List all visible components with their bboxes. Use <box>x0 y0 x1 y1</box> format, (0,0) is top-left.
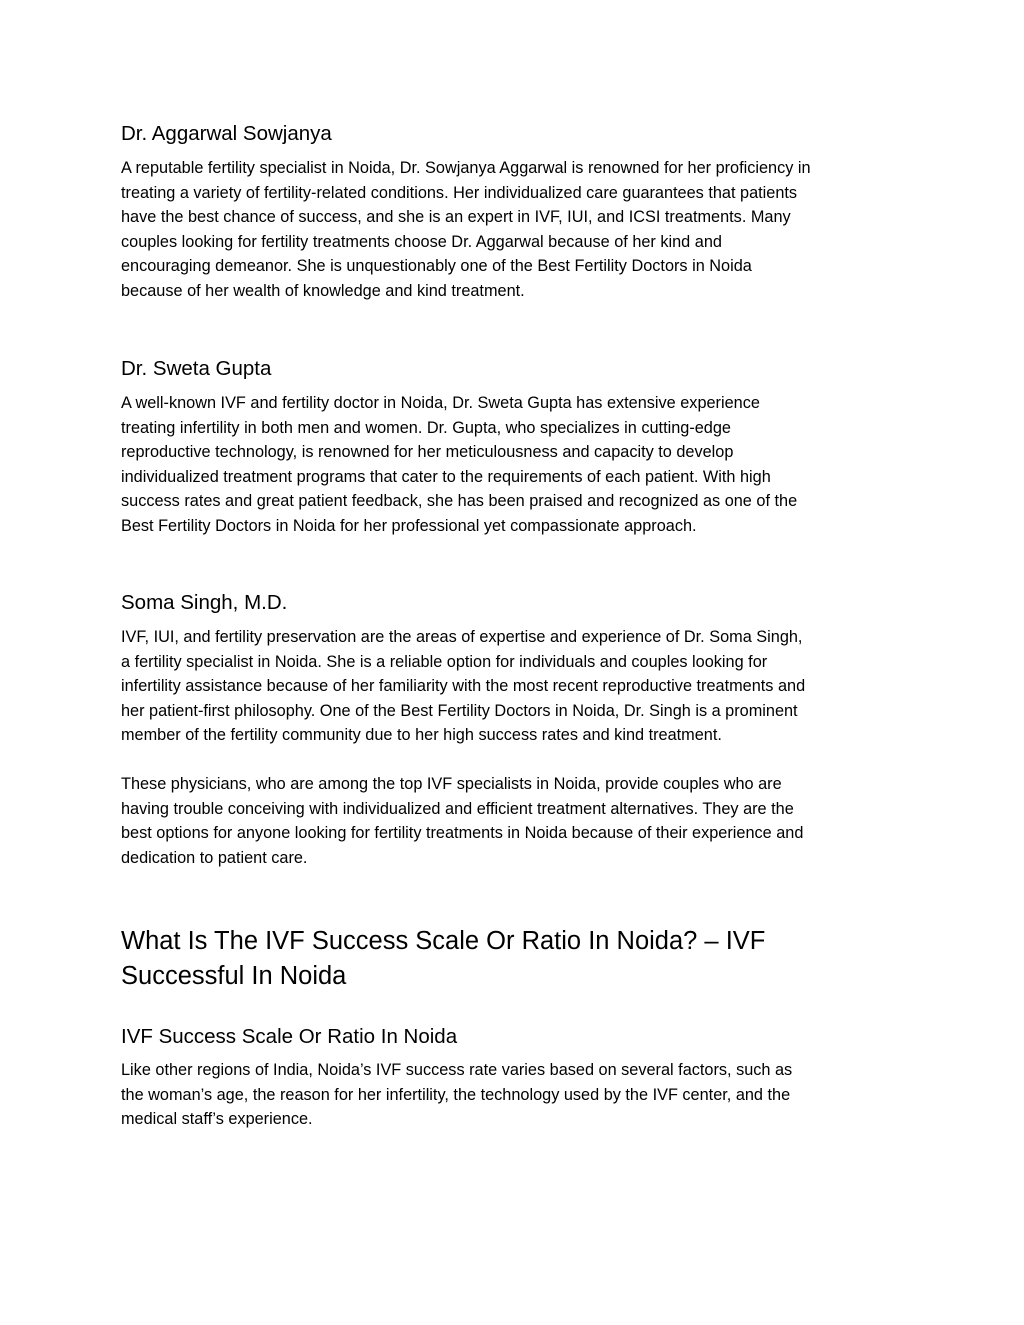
paragraph-line: medical staff’s experience. <box>121 1110 313 1128</box>
section-paragraph <box>121 391 911 538</box>
paragraph-line: IVF, IUI, and fertility preservation are the areas of expertise and experience of Dr. Soma Singh, <box>121 628 803 646</box>
paragraph-line: individualized treatment programs that cater to the requirements of each patient. With high <box>121 467 771 486</box>
paragraph-line: infertility assistance because of her familiarity with the most recent reproductive treatments and <box>121 677 806 695</box>
heading-line: Successful In Noida <box>121 962 347 990</box>
paragraph-line: because of her wealth of knowledge and kind treatment. <box>121 281 525 300</box>
main-heading-section <box>121 924 911 994</box>
main-heading <box>121 924 911 994</box>
paragraph-line: a fertility specialist in Noida. She is a reliable option for individuals and couples looking for <box>121 652 768 671</box>
section-heading: Soma Singh, M.D. <box>121 591 288 614</box>
section-paragraph <box>121 1058 911 1132</box>
summary-section <box>121 772 911 870</box>
paragraph-line: member of the fertility community due to her high success rates and kind treatment. <box>121 726 722 744</box>
paragraph-line: couples looking for fertility treatments choose Dr. Aggarwal because of her kind and <box>121 232 722 251</box>
paragraph-line: treating a variety of fertility-related conditions. Her individualized care guarantees that patients <box>121 183 798 202</box>
paragraph-line: Like other regions of India, Noida’s IVF success rate varies based on several factors, such as <box>121 1061 793 1079</box>
paragraph-line: These physicians, who are among the top IVF specialists in Noida, provide couples who are <box>121 775 782 793</box>
summary-paragraph <box>121 772 911 870</box>
doctor-section-aggarwal <box>121 121 911 303</box>
paragraph-line: Best Fertility Doctors in Noida for her professional yet compassionate approach. <box>121 516 697 535</box>
paragraph-line: treating infertility in both men and women. Dr. Gupta, who specializes in cutting-edge <box>121 418 731 437</box>
section-paragraph <box>121 625 911 748</box>
paragraph-line: her patient-first philosophy. One of the Best Fertility Doctors in Noida, Dr. Singh is a prominent <box>121 701 798 720</box>
section-heading: IVF Success Scale Or Ratio In Noida <box>121 1025 458 1048</box>
paragraph-line: have the best chance of success, and she is an expert in IVF, IUI, and ICSI treatments. Many <box>121 208 791 226</box>
ivf-success-section <box>121 1024 911 1132</box>
doctor-section-gupta <box>121 356 911 538</box>
paragraph-line: dedication to patient care. <box>121 848 308 867</box>
section-heading: Dr. Sweta Gupta <box>121 357 272 380</box>
section-paragraph <box>121 156 911 303</box>
paragraph-line: having trouble conceiving with individualized and efficient treatment alternatives. They are the <box>121 799 794 818</box>
paragraph-line: the woman’s age, the reason for her infertility, the technology used by the IVF center, and the <box>121 1085 791 1104</box>
doctor-section-singh <box>121 590 911 748</box>
paragraph-line: encouraging demeanor. She is unquestionably one of the Best Fertility Doctors in Noida <box>121 257 752 275</box>
paragraph-line: reproductive technology, is renowned for her meticulousness and capacity to develop <box>121 443 734 461</box>
paragraph-line: A well-known IVF and fertility doctor in Noida, Dr. Sweta Gupta has extensive experience <box>121 394 760 412</box>
heading-line: What Is The IVF Success Scale Or Ratio In Noida? – IVF <box>121 927 766 955</box>
paragraph-line: best options for anyone looking for fertility treatments in Noida because of their experience and <box>121 824 804 842</box>
section-heading: Dr. Aggarwal Sowjanya <box>121 122 332 145</box>
paragraph-line: success rates and great patient feedback, she has been praised and recognized as one of the <box>121 492 798 510</box>
paragraph-line: A reputable fertility specialist in Noida, Dr. Sowjanya Aggarwal is renowned for her proficiency in <box>121 159 811 177</box>
